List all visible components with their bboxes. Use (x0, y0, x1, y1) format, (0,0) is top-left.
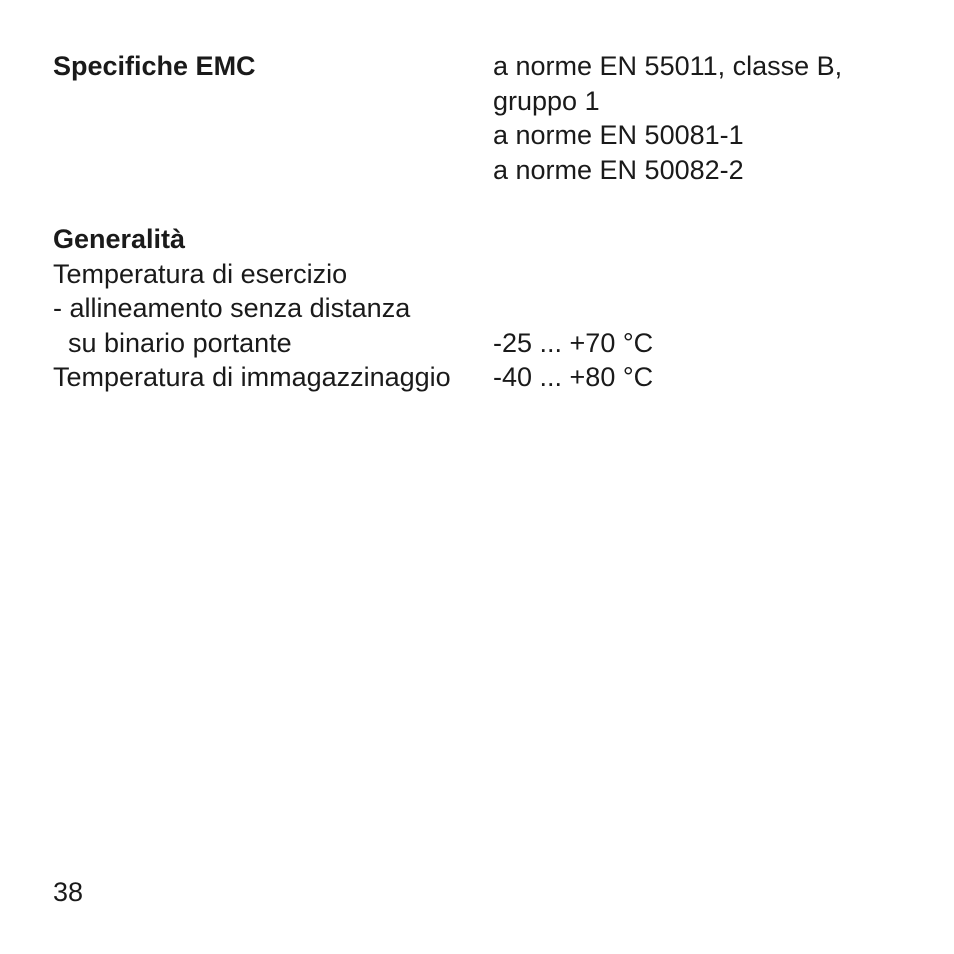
page-number: 38 (53, 877, 84, 907)
operating-temp-label: Temperatura di esercizio (53, 258, 348, 289)
emc-line-3: a norme EN 50081-1 (493, 120, 744, 150)
emc-line-1: a norme EN 55011, classe B, (493, 51, 843, 81)
alignment-label: - allineamento senza distanza (53, 293, 411, 323)
rail-temp-value: -25 ... +70 °C (493, 327, 654, 358)
storage-temp-label: Temperatura di immagazzinaggio (53, 362, 451, 392)
storage-temp-value: -40 ... +80 °C (493, 362, 654, 392)
rail-label: su binario portante (53, 327, 292, 358)
emc-heading: Specifiche EMC (53, 51, 256, 81)
general-heading: Generalità (53, 224, 186, 254)
emc-line-4: a norme EN 50082-2 (493, 154, 744, 185)
emc-line-2: gruppo 1 (493, 85, 600, 116)
